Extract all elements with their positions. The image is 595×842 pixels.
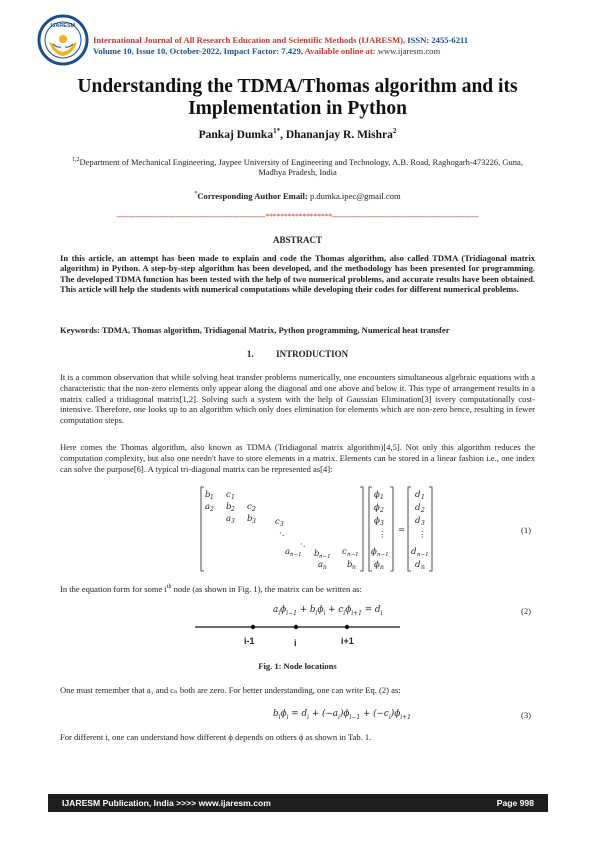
journal-logo bbox=[37, 14, 89, 66]
svg-text:3: 3 bbox=[280, 521, 284, 528]
corresponding-sup: * bbox=[194, 191, 198, 198]
journal-issn: ISSN: 2455-6211 bbox=[407, 35, 469, 45]
keywords: Keywords: TDMA, Thomas algorithm, Tridiagonal Matrix, Python programming, Numerical heat transfer bbox=[60, 325, 450, 335]
node-line-diagram bbox=[195, 621, 405, 633]
footer-publisher[interactable]: IJARESM Publication, India >>>> www.ijaresm.com bbox=[62, 798, 271, 808]
node-point-i bbox=[294, 625, 298, 629]
page-footer bbox=[48, 794, 548, 812]
paper-title bbox=[0, 76, 595, 120]
node-point-i-plus-1 bbox=[345, 625, 349, 629]
paragraph-4: One must remember that a₁ and cₙ both are zero. For better understanding, one can write Eq. (2) as: bbox=[60, 685, 401, 695]
svg-text:·.: ·. bbox=[279, 529, 285, 539]
svg-text:b: b bbox=[347, 560, 353, 570]
svg-text:ϕ: ϕ bbox=[371, 547, 377, 557]
svg-text:b: b bbox=[226, 502, 232, 512]
title-line2: Implementation in Python bbox=[188, 98, 407, 119]
journal-volume: Volume 10, Issue 10, October-2022, bbox=[93, 46, 224, 56]
equation-3: $b_i\phi_i = d_i + (-a_i)\phi_{i-1} + (-c_i)\phi_{i+1}$ bbox=[273, 709, 411, 721]
svg-text:ϕ: ϕ bbox=[374, 503, 380, 513]
footer-page-number: Page 998 bbox=[496, 798, 534, 808]
journal-impact: Impact Factor: 7.429, bbox=[223, 46, 305, 56]
svg-text:·.: ·. bbox=[300, 540, 306, 550]
svg-text:⋮: ⋮ bbox=[378, 530, 387, 540]
svg-text:3: 3 bbox=[421, 520, 425, 527]
svg-text:2: 2 bbox=[421, 507, 425, 514]
journal-header-line1 bbox=[93, 35, 468, 45]
affiliation-sup: 1,2 bbox=[72, 157, 80, 163]
svg-text:a: a bbox=[226, 514, 232, 524]
svg-text:3: 3 bbox=[231, 518, 235, 525]
paragraph-2: Here comes the Thomas algorithm, also known as TDMA (Tridiagonal matrix algorithm)[4,5]. Not only this algorithm reduces the computation complexity, but also one needn't have to store elements in a matrix. Elements can be stored in a linear fashion i.e., one index can solve the purpose[6]. A typical tri-diagonal matrix can be represented as[4]: bbox=[60, 442, 535, 474]
svg-text:n−1: n−1 bbox=[417, 552, 429, 558]
svg-text:b: b bbox=[314, 549, 320, 559]
svg-text:1: 1 bbox=[421, 494, 425, 501]
svg-text:1: 1 bbox=[380, 494, 384, 501]
svg-text:d: d bbox=[411, 547, 417, 557]
corresponding-email[interactable]: p.dumka.ipec@gmail.com bbox=[309, 191, 401, 201]
journal-name: International Journal of All Research Education and Scientific Methods (IJARESM), bbox=[93, 35, 408, 45]
paragraph-3-a: In the equation form for some i bbox=[60, 584, 167, 594]
svg-text:c: c bbox=[226, 490, 231, 500]
affiliation-text: Department of Mechanical Engineering, Jaypee University of Engineering and Technology, A.B. Road, Raghogarh-473226, Guna, Madhya Pradesh, India bbox=[79, 156, 523, 178]
paragraph-5: For different i, one can understand how different ϕ depends on others ϕ as shown in Tab. 1. bbox=[60, 732, 372, 742]
node-label-i-plus-1: i+1 bbox=[341, 636, 354, 646]
svg-text:a: a bbox=[318, 560, 324, 570]
svg-text:2: 2 bbox=[210, 506, 214, 513]
equation-3-number: (3) bbox=[521, 710, 532, 720]
svg-text:2: 2 bbox=[252, 506, 256, 513]
paragraph-3-sup: th bbox=[166, 584, 172, 591]
svg-text:b: b bbox=[247, 514, 253, 524]
section-heading-introduction: 1. INTRODUCTION bbox=[246, 349, 349, 359]
svg-text:a: a bbox=[285, 547, 291, 557]
title-line1: Understanding the TDMA/Thomas algorithm and its bbox=[77, 76, 518, 97]
svg-text:1: 1 bbox=[210, 494, 214, 501]
svg-text:2: 2 bbox=[231, 506, 235, 513]
svg-text:2: 2 bbox=[380, 507, 384, 514]
svg-text:n−1: n−1 bbox=[377, 552, 389, 558]
authors bbox=[0, 127, 595, 141]
abstract-heading: ABSTRACT bbox=[272, 235, 322, 245]
corresponding-author bbox=[0, 191, 595, 201]
svg-text:n−1: n−1 bbox=[347, 552, 359, 558]
svg-text:IJARESM: IJARESM bbox=[50, 23, 76, 29]
node-label-i: i bbox=[294, 638, 297, 648]
paragraph-3-b: node (as shown in Fig. 1), the matrix can be written as: bbox=[171, 584, 362, 594]
svg-text:n: n bbox=[352, 564, 356, 571]
svg-text:n−1: n−1 bbox=[319, 554, 331, 560]
svg-text:n−1: n−1 bbox=[290, 552, 302, 558]
svg-text:3: 3 bbox=[380, 520, 384, 527]
equation-2: $a_i\phi_{i-1} + b_i\phi_i + c_i\phi_{i+1} = d_i$ bbox=[273, 605, 383, 617]
equation-2-number: (2) bbox=[521, 606, 532, 616]
node-label-i-minus-1: i-1 bbox=[244, 636, 255, 646]
journal-header-line2 bbox=[93, 46, 440, 56]
journal-online: Available online at: bbox=[304, 46, 378, 56]
paragraph-3 bbox=[60, 584, 362, 594]
svg-text:d: d bbox=[415, 516, 421, 526]
svg-text:=: = bbox=[398, 525, 406, 535]
svg-text:ϕ: ϕ bbox=[374, 560, 380, 570]
corresponding-label: Corresponding Author Email: bbox=[197, 191, 310, 201]
author-1: Pankaj Dumka bbox=[198, 128, 274, 141]
journal-url[interactable]: www.ijaresm.com bbox=[377, 46, 441, 56]
author-2-sup: 2 bbox=[392, 127, 397, 135]
author-2: Dhananjay R. Mishra bbox=[285, 128, 393, 141]
author-separator: , bbox=[280, 128, 286, 141]
svg-text:⋮: ⋮ bbox=[418, 530, 427, 540]
svg-text:c: c bbox=[342, 547, 347, 557]
svg-text:b: b bbox=[205, 490, 211, 500]
affiliation bbox=[60, 155, 535, 178]
svg-text:ϕ: ϕ bbox=[374, 516, 380, 526]
svg-text:n: n bbox=[380, 564, 384, 571]
figure-1-caption: Fig. 1: Node locations bbox=[258, 661, 337, 671]
equation-1-number: (1) bbox=[521, 525, 532, 535]
svg-text:d: d bbox=[415, 503, 421, 513]
author-1-sup: 1* bbox=[273, 127, 281, 135]
svg-text:d: d bbox=[415, 490, 421, 500]
svg-text:n: n bbox=[323, 564, 327, 571]
separator-line: ---------------------------------------------------------------******************-------------------------------------------------------------- bbox=[116, 212, 479, 221]
svg-text:3: 3 bbox=[252, 518, 256, 525]
svg-text:ϕ: ϕ bbox=[374, 490, 380, 500]
svg-text:a: a bbox=[205, 502, 211, 512]
paragraph-1: It is a common observation that while solving heat transfer problems numerically, one encounters simultaneous algebraic equations with a characteristic that the non-zero elements only appear along the diagonal and one above and below it. This type of arrangement results in a matrix called a tridiagonal matrix[1,2]. Solving such a system with the help of Gaussian Elimination[3] isvery computationally cost-intensive. Therefore, one looks up to an algorithm which only does elimination for elements which are non-zero hence, resulting in fewer computation steps. bbox=[60, 372, 535, 426]
svg-text:c: c bbox=[275, 517, 280, 527]
node-point-i-minus-1 bbox=[251, 625, 255, 629]
equation-1-matrix bbox=[195, 484, 445, 574]
svg-text:c: c bbox=[247, 502, 252, 512]
abstract-text: In this article, an attempt has been made to explain and code the Thomas algorithm, also called TDMA (Tridiagonal matrix algorithm) in Python. A step-by-step algorithm has been developed, and the methodology has been presented for programming. The developed TDMA function has been tested with the help of two numerical problems, and accurate results have been obtained. This article will help the students with numerical computations while developing their codes for different numerical problems. bbox=[60, 253, 535, 295]
svg-text:d: d bbox=[415, 560, 421, 570]
svg-text:1: 1 bbox=[231, 494, 235, 501]
svg-text:n: n bbox=[421, 564, 425, 571]
